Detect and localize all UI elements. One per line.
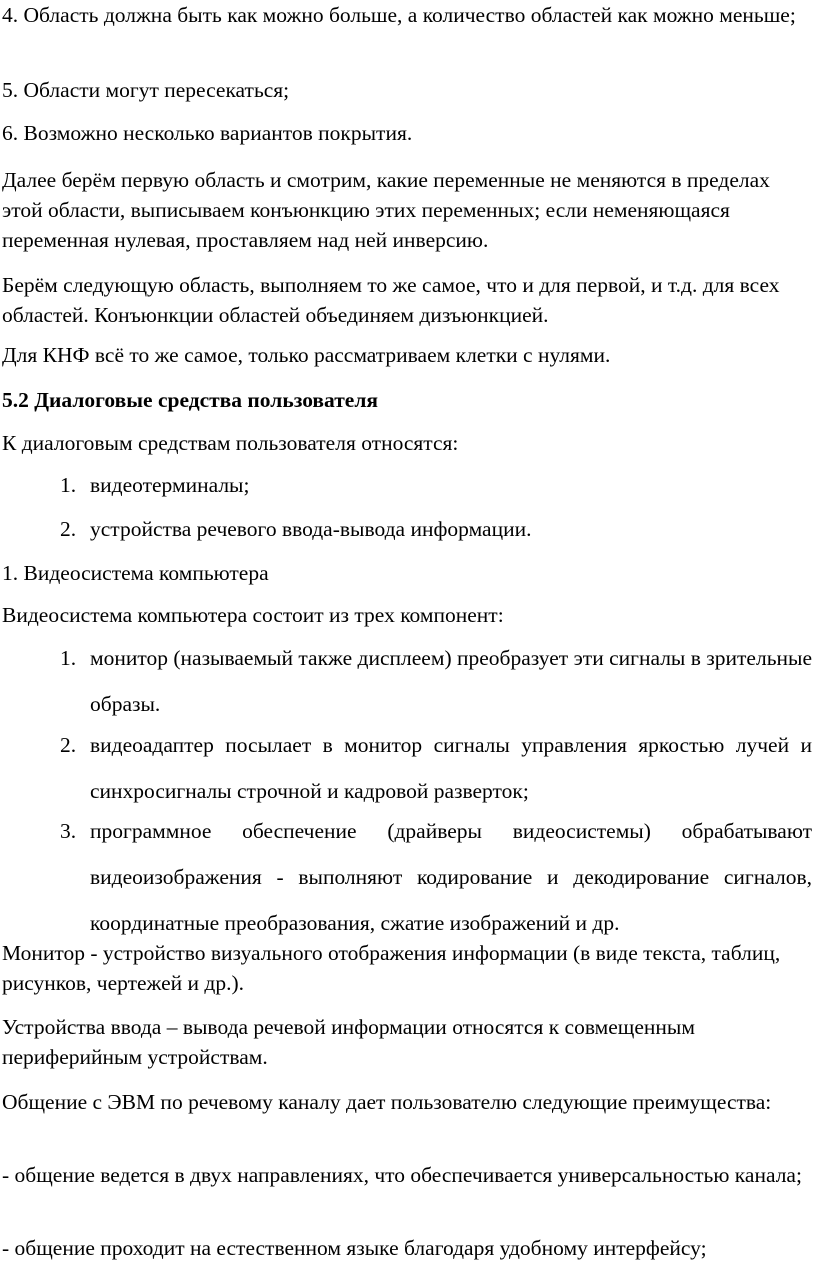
paragraph-area-rule-6: 6. Возможно несколько вариантов покрытия. bbox=[2, 121, 413, 145]
paragraph-two-directions: - общение ведется в двух направлениях, что обеспечивается универсальностью канала; bbox=[2, 1163, 802, 1187]
list-item-text: устройства речевого ввода-вывода информации. bbox=[90, 517, 532, 541]
paragraph-speech-devices: Устройства ввода – вывода речевой информации относятся к совмещенным периферийным устройствам. bbox=[2, 1015, 695, 1069]
paragraph-first-area: Далее берём первую область и смотрим, какие переменные не меняются в пределах этой области, выписываем конъюнкцию этих переменных; если неменяющаяся переменная нулевая, проставляем над ней инверсию. bbox=[2, 168, 770, 252]
list-item-text: программное обеспечение (драйверы видеосистемы) обрабатывают видеоизображения - выполняют кодирование и декодирование сигналов, координатные преобразования, сжатие изображений и др. bbox=[90, 819, 812, 935]
paragraph-videosystem-title: 1. Видеосистема компьютера bbox=[2, 561, 269, 585]
list-item-text: видеоадаптер посылает в монитор сигналы управления яркостью лучей и синхросигналы строчной и кадровой разверток; bbox=[90, 733, 812, 803]
section-heading: 5.2 Диалоговые средства пользователя bbox=[2, 388, 379, 412]
paragraph-natural-language: - общение проходит на естественном языке благодаря удобному интерфейсу; bbox=[2, 1236, 707, 1260]
paragraph-area-rule-5: 5. Области могут пересекаться; bbox=[2, 78, 290, 102]
paragraph-next-area: Берём следующую область, выполняем то же самое, что и для первой, и т.д. для всех областей. Конъюнкции областей объединяем дизъюнкцией. bbox=[2, 273, 780, 327]
list-item-number: 2. bbox=[60, 733, 77, 757]
list-item-number: 1. bbox=[60, 473, 77, 497]
list-item-number: 3. bbox=[60, 819, 77, 843]
list-item bbox=[60, 462, 812, 508]
list-item-number: 1. bbox=[60, 646, 77, 670]
list-item-text: монитор (называемый также дисплеем) преобразует эти сигналы в зрительные образы. bbox=[90, 646, 812, 716]
paragraph-videosystem-components: Видеосистема компьютера состоит из трех компонент: bbox=[2, 603, 504, 627]
paragraph-speech-advantages: Общение с ЭВМ по речевому каналу дает пользователю следующие преимущества: bbox=[2, 1090, 772, 1114]
list-item bbox=[60, 808, 812, 946]
list-item-text: видеотерминалы; bbox=[90, 473, 250, 497]
list-item bbox=[60, 506, 812, 552]
list-item-number: 2. bbox=[60, 517, 77, 541]
paragraph-monitor: Монитор - устройство визуального отображения информации (в виде текста, таблиц, рисунков, чертежей и др.). bbox=[2, 941, 781, 995]
paragraph-dialog-tools: К диалоговым средствам пользователя относятся: bbox=[2, 431, 459, 455]
list-item bbox=[60, 635, 812, 727]
paragraph-knf: Для КНФ всё то же самое, только рассматриваем клетки с нулями. bbox=[2, 343, 611, 367]
paragraph-area-rule-4: 4. Область должна быть как можно больше, а количество областей как можно меньше; bbox=[2, 3, 796, 27]
list-item bbox=[60, 722, 812, 814]
